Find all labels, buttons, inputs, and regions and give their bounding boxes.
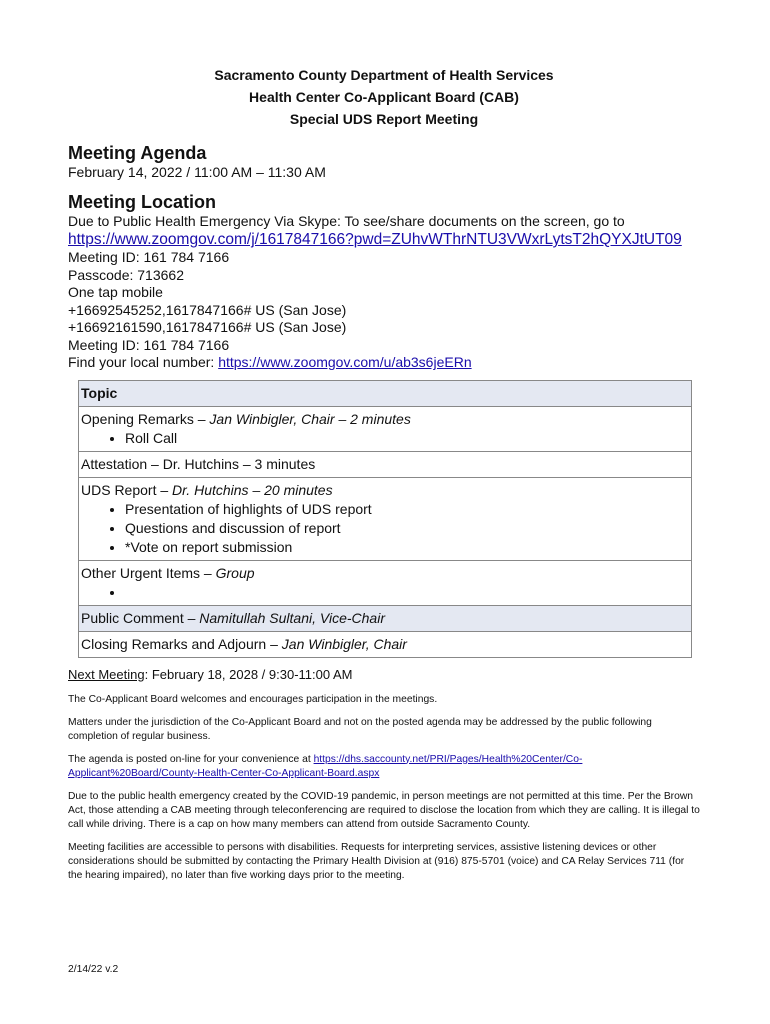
row-text: Attestation – Dr. Hutchins – 3 minutes bbox=[81, 455, 316, 472]
bullet-list bbox=[81, 583, 687, 602]
posted-prefix: The agenda is posted on-line for your convenience at bbox=[68, 753, 314, 765]
location-heading: Meeting Location bbox=[68, 191, 216, 212]
meeting-id: Meeting ID: 161 784 7166 bbox=[68, 249, 230, 265]
row-text: Closing Remarks and Adjourn – bbox=[81, 635, 282, 652]
bullet-list bbox=[81, 429, 687, 448]
phone-number-1: +16692545252,1617847166# US (San Jose) bbox=[68, 301, 347, 318]
header-line-3: Special UDS Report Meeting bbox=[289, 111, 479, 127]
accessibility-note: Meeting facilities are accessible to persons with disabilities. Requests for interpreting services, assistive listening devices or other considerations should be submitted by contacting the Primary Health Division at (916) 875-5701 (voice) and CA Relay Services 711 (for the hearing impaired), no later than five working days prior to the meeting. bbox=[68, 841, 685, 881]
agenda-row-attestation bbox=[79, 451, 692, 477]
passcode: Passcode: 713662 bbox=[68, 266, 184, 283]
local-number-line bbox=[68, 354, 700, 372]
agenda-table bbox=[78, 380, 692, 658]
local-number-label: Find your local number: bbox=[68, 354, 219, 370]
topic-header: Topic bbox=[79, 380, 692, 406]
next-meeting-value: : February 18, 2028 / 9:30-11:00 AM bbox=[144, 666, 353, 682]
document-page bbox=[68, 64, 700, 883]
meeting-id-2: Meeting ID: 161 784 7166 bbox=[68, 336, 230, 353]
agenda-row-uds-report bbox=[79, 477, 692, 560]
row-text: UDS Report – bbox=[81, 481, 173, 498]
posted-note bbox=[68, 753, 700, 781]
row-text: Other Urgent Items – bbox=[81, 564, 216, 581]
row-presenter: Jan Winbigler, Chair – 2 minutes bbox=[209, 410, 411, 427]
version-footer: 2/14/22 v.2 bbox=[68, 964, 119, 975]
list-item: • Roll Call bbox=[125, 429, 687, 448]
agenda-row-public-comment bbox=[79, 605, 692, 631]
header-line-2: Health Center Co-Applicant Board (CAB) bbox=[249, 89, 519, 105]
agenda-row-opening bbox=[79, 406, 692, 451]
location-intro: Due to Public Health Emergency Via Skype: To see/share documents on the screen, go to bbox=[68, 212, 625, 229]
agenda-heading: Meeting Agenda bbox=[68, 143, 207, 163]
row-presenter: Jan Winbigler, Chair bbox=[281, 635, 407, 652]
local-number-link[interactable]: https://www.zoomgov.com/u/ab3s6jeERn bbox=[218, 354, 472, 370]
covid-note: Due to the public health emergency created by the COVID-19 pandemic, in person meetings are not permitted at this time. Per the Brown Act, those attending a CAB meeting through teleconferencing are required to disclose the location from which they are calling. It is illegal to call while driving. There is a cap on how many members can attend from outside Sacramento County. bbox=[68, 790, 700, 830]
row-text: Opening Remarks – bbox=[81, 410, 210, 427]
row-text: Public Comment – bbox=[81, 609, 200, 626]
welcome-note: The Co-Applicant Board welcomes and encourages participation in the meetings. bbox=[68, 693, 438, 705]
bullet-list bbox=[81, 500, 687, 557]
matters-note: Matters under the jurisdiction of the Co-Applicant Board and not on the posted agenda may be addressed by the public following completion of regular business. bbox=[68, 716, 652, 742]
list-item: • *Vote on report submission bbox=[125, 538, 687, 557]
next-meeting-label: Next Meeting bbox=[68, 666, 145, 682]
row-presenter: Group bbox=[215, 564, 255, 581]
row-presenter: Dr. Hutchins – 20 minutes bbox=[172, 481, 333, 498]
agenda-row-urgent-items bbox=[79, 560, 692, 605]
meeting-date-time: February 14, 2022 / 11:00 AM – 11:30 AM bbox=[68, 164, 326, 180]
row-presenter: Namitullah Sultani, Vice-Chair bbox=[199, 609, 385, 626]
phone-number-2: +16692161590,1617847166# US (San Jose) bbox=[68, 319, 347, 335]
table-header-row bbox=[79, 380, 692, 406]
next-meeting bbox=[68, 666, 700, 684]
list-item: • Presentation of highlights of UDS report bbox=[125, 500, 687, 519]
one-tap-label: One tap mobile bbox=[68, 284, 163, 300]
agenda-row-closing bbox=[79, 631, 692, 657]
list-item bbox=[125, 583, 687, 602]
zoom-meeting-link[interactable]: https://www.zoomgov.com/j/1617847166?pwd=ZUhvWThrNTU3VWxrLytsT2hQYXJtUT09 bbox=[68, 231, 682, 248]
document-header bbox=[68, 64, 700, 130]
list-item: • Questions and discussion of report bbox=[125, 519, 687, 538]
agenda-posting-link[interactable]: https://dhs.saccounty.net/PRI/Pages/Health%20Center/Co-Applicant%20Board/County-Health-Center-Co-Applicant-Board.aspx bbox=[68, 753, 583, 779]
header-line-1: Sacramento County Department of Health Services bbox=[214, 67, 554, 83]
